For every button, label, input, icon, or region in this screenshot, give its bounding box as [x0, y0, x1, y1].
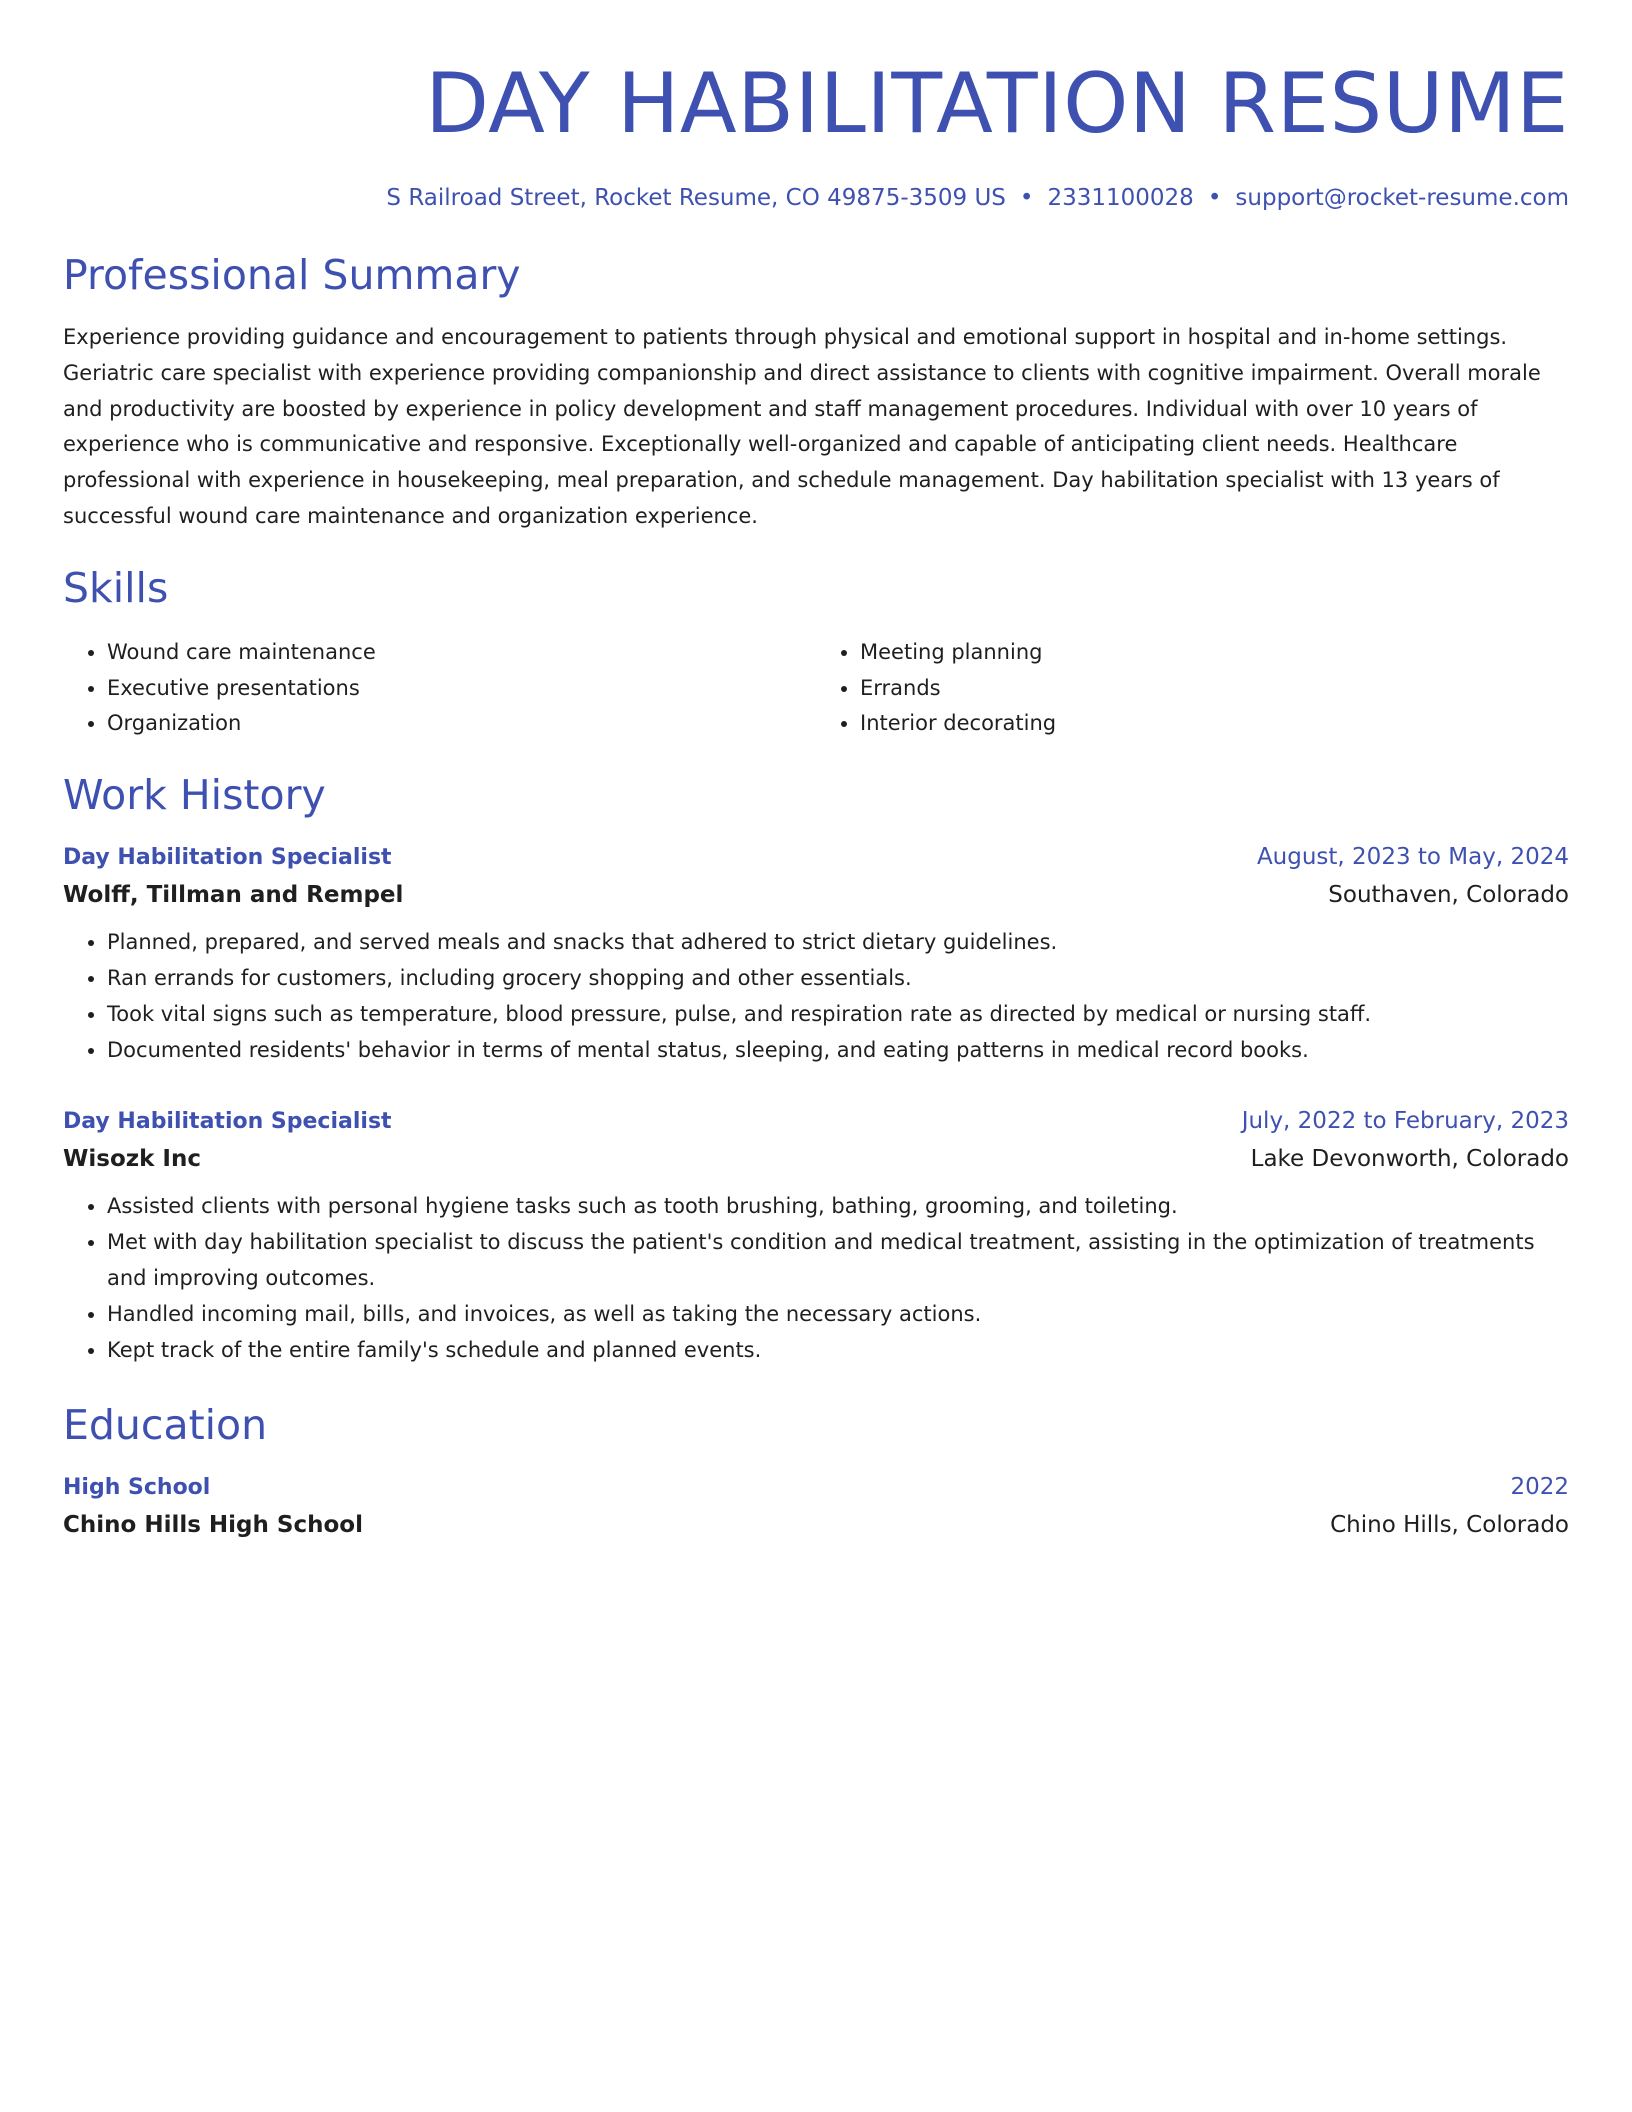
duty-item: • Met with day habilitation specialist to discuss the patient's condition and medical treatment, assisting in the optimization of treatments and improving outcomes. — [107, 1225, 1569, 1297]
job-location: Lake Devonworth, Colorado — [1250, 1146, 1569, 1173]
skills-heading: Skills — [63, 563, 169, 612]
job-location: Southaven, Colorado — [1328, 882, 1569, 909]
graduation-year: 2022 — [1510, 1474, 1569, 1501]
contact-email: support@rocket-resume.com — [1235, 185, 1569, 211]
summary-text: Experience providing guidance and encouragement to patients through physical and emotional support in hospital and in-home settings. Geriatric care specialist with experience providing companionship and direct assistance to clients with cognitive impairment. Overall morale and productivity are boosted by experience in policy development and staff management procedures. Individual with over 10 years of experience who is communicative and responsive. Exceptionally well-organized and capable of anticipating client needs. Healthcare professional with experience in housekeeping, meal preparation, and schedule management. Day habilitation specialist with 13 years of successful wound care maintenance and organization experience. — [63, 325, 1541, 528]
school-location: Chino Hills, Colorado — [1330, 1512, 1569, 1539]
skill-item: • Executive presentations — [107, 671, 816, 707]
job-entry — [63, 840, 1569, 1068]
education-school-row — [63, 1505, 1569, 1545]
duty-item: • Assisted clients with personal hygiene tasks such as tooth brushing, bathing, grooming, and toileting. — [107, 1189, 1569, 1225]
work-history-heading: Work History — [63, 771, 326, 820]
duty-item: • Kept track of the entire family's schedule and planned events. — [107, 1333, 1569, 1369]
duty-item: • Took vital signs such as temperature, blood pressure, pulse, and respiration rate as directed by medical or nursing staff. — [107, 997, 1569, 1033]
skill-item: • Errands — [860, 671, 1569, 707]
job-duties — [63, 1189, 1569, 1368]
job-entry — [63, 1104, 1569, 1368]
job-employer-row — [63, 1139, 1569, 1179]
skill-item: • Interior decorating — [860, 706, 1569, 742]
job-dates: July, 2022 to February, 2023 — [1241, 1108, 1569, 1135]
duty-item: • Ran errands for customers, including grocery shopping and other essentials. — [107, 961, 1569, 997]
contact-separator: • — [1019, 185, 1034, 211]
work-history — [63, 840, 1569, 1368]
job-header — [63, 840, 1569, 875]
contact-address: S Railroad Street, Rocket Resume, CO 49875-3509 US — [386, 185, 1006, 211]
summary-heading: Professional Summary — [63, 251, 521, 299]
job-employer-row — [63, 875, 1569, 915]
job-duties — [63, 925, 1569, 1068]
company-name: Wisozk Inc — [63, 1146, 201, 1173]
skills-list — [63, 635, 1569, 742]
job-header — [63, 1104, 1569, 1139]
skills-column-left — [63, 635, 816, 742]
contact-line — [63, 182, 1569, 214]
school-name: Chino Hills High School — [63, 1512, 363, 1539]
education-entry — [63, 1470, 1569, 1545]
duty-item: • Handled incoming mail, bills, and invoices, as well as taking the necessary actions. — [107, 1297, 1569, 1333]
job-title: Day Habilitation Specialist — [63, 845, 392, 871]
company-name: Wolff, Tillman and Rempel — [63, 882, 404, 909]
skill-item: • Organization — [107, 706, 816, 742]
contact-phone: 2331100028 — [1047, 185, 1194, 211]
contact-separator: • — [1207, 185, 1222, 211]
page-title: DAY HABILITATION RESUME — [425, 55, 1569, 152]
education-header — [63, 1470, 1569, 1505]
job-dates: August, 2023 to May, 2024 — [1256, 844, 1569, 871]
skill-item: • Wound care maintenance — [107, 635, 816, 671]
degree: High School — [63, 1475, 211, 1501]
duty-item: • Planned, prepared, and served meals and snacks that adhered to strict dietary guidelines. — [107, 925, 1569, 961]
skill-item: • Meeting planning — [860, 635, 1569, 671]
education-heading: Education — [63, 1401, 268, 1450]
duty-item: • Documented residents' behavior in terms of mental status, sleeping, and eating patterns in medical record books. — [107, 1033, 1569, 1069]
job-title: Day Habilitation Specialist — [63, 1109, 392, 1135]
skills-column-right — [816, 635, 1569, 742]
